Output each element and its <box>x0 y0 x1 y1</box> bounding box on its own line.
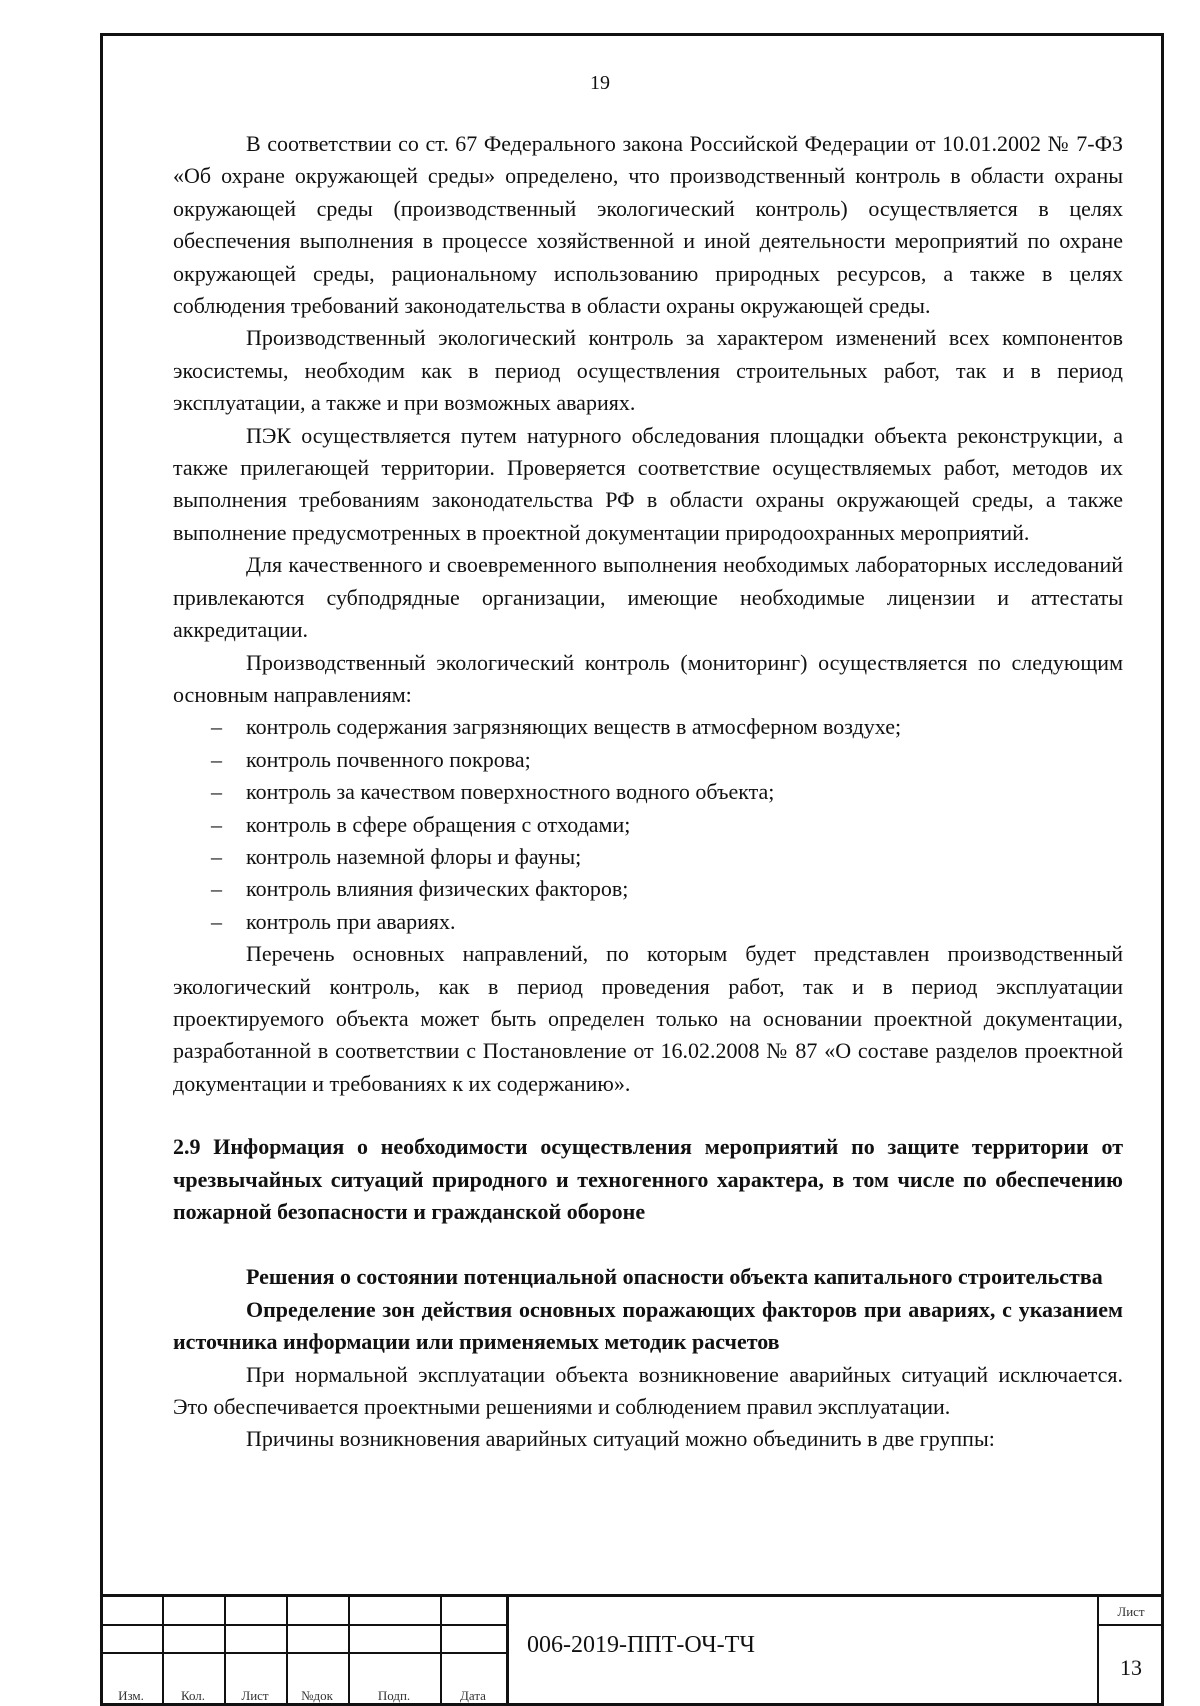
spacer <box>173 1228 1123 1261</box>
sheet-label: Лист <box>1117 1604 1145 1619</box>
list-dash: – <box>211 908 222 934</box>
col-label-list: Лист <box>241 1688 269 1703</box>
list-dash: – <box>211 843 222 869</box>
paragraph: Производственный экологический контроль (мониторинг) осуществляется по следующим основным направлениям: <box>173 649 1123 707</box>
paragraph: В соответствии со ст. 67 Федерального закона Российской Федерации от 10.01.2002 № 7-ФЗ «Об охране окружающей среды» определено, что производственный контроль в области охраны окружающей среды (производственный экологический контроль) осуществляется в целях обеспечения выполнения в процессе хозяйственной и иной деятельности мероприятий по охране окружающей среды, рациональному использованию природных ресурсов, а также в целях соблюдения требований законодательства в области охраны окружающей среды. <box>173 131 1123 319</box>
paragraph: Производственный экологический контроль за характером изменений всех компонентов экосистемы, необходим как в период осуществления строительных работ, так и в период эксплуатации, а также и при возможных авариях. <box>173 325 1123 416</box>
col-label-data: Дата <box>460 1688 486 1703</box>
page-number: 19 <box>590 72 610 94</box>
list-item: – контроль за качеством поверхностного водного объекта; <box>173 776 1123 808</box>
list-dash: – <box>211 811 222 837</box>
col-label-izm: Изм. <box>118 1688 144 1703</box>
list-dash: – <box>211 746 222 772</box>
list-item: – контроль наземной флоры и фауны; <box>173 841 1123 873</box>
paragraph: При нормальной эксплуатации объекта возникновение аварийных ситуаций исключается. Это обеспечивается проектными решениями и соблюдением правил эксплуатации. <box>173 1361 1123 1420</box>
col-label-ndok: №док <box>301 1688 333 1703</box>
list-item: – контроль в сфере обращения с отходами; <box>173 809 1123 841</box>
list-dash: – <box>211 876 222 902</box>
list-dash: – <box>211 779 222 805</box>
paragraph: Для качественного и своевременного выполнения необходимых лабораторных исследований привлекаются субподрядные организации, имеющие необходимые лицензии и аттестаты аккредитации. <box>173 552 1123 643</box>
list-item: – контроль при авариях. <box>173 906 1123 938</box>
document-body <box>173 128 1123 1456</box>
monitoring-list <box>173 711 1123 938</box>
list-item: – контроль содержания загрязняющих веществ в атмосферном воздухе; <box>173 711 1123 743</box>
sheet-number: 13 <box>1120 1655 1142 1680</box>
subheading: Определение зон действия основных поражающих факторов при авариях, с указанием источника информации или применяемых методик расчетов <box>173 1296 1123 1355</box>
document-code: 006-2019-ППТ-ОЧ-ТЧ <box>527 1632 755 1658</box>
paragraph: ПЭК осуществляется путем натурного обследования площадки объекта реконструкции, а также прилегающей территории. Проверяется соответствие осуществляемых работ, методов их выполнения требованиям законодательства РФ в области охраны окружающей среды, а также выполнение предусмотренных в проектной документации природоохранных мероприятий. <box>173 422 1123 545</box>
col-label-kol: Кол. <box>180 1688 206 1703</box>
subheading: Решения о состоянии потенциальной опасности объекта капитального строительства <box>246 1264 1103 1290</box>
col-label-podp: Подп. <box>377 1688 411 1703</box>
section-heading: 2.9 Информация о необходимости осуществления мероприятий по защите территории от чрезвычайных ситуаций природного и техногенного характера, в том числе по обеспечению пожарной безопасности и гражданской обороне <box>173 1134 1123 1224</box>
list-dash: – <box>211 714 222 740</box>
paragraph: Перечень основных направлений, по которым будет представлен производственный экологический контроль, как в период проведения работ, так и в период эксплуатации проектируемого объекта может быть определен только на основании проектной документации, разработанной в соответствии с Постановление от 16.02.2008 № 87 «О составе разделов проектной документации и требованиях к их содержанию». <box>173 941 1123 1096</box>
paragraph: Причины возникновения аварийных ситуаций можно объединить в две группы: <box>246 1426 995 1452</box>
spacer <box>173 1100 1123 1131</box>
list-item: – контроль почвенного покрова; <box>173 744 1123 776</box>
list-item: – контроль влияния физических факторов; <box>173 873 1123 905</box>
